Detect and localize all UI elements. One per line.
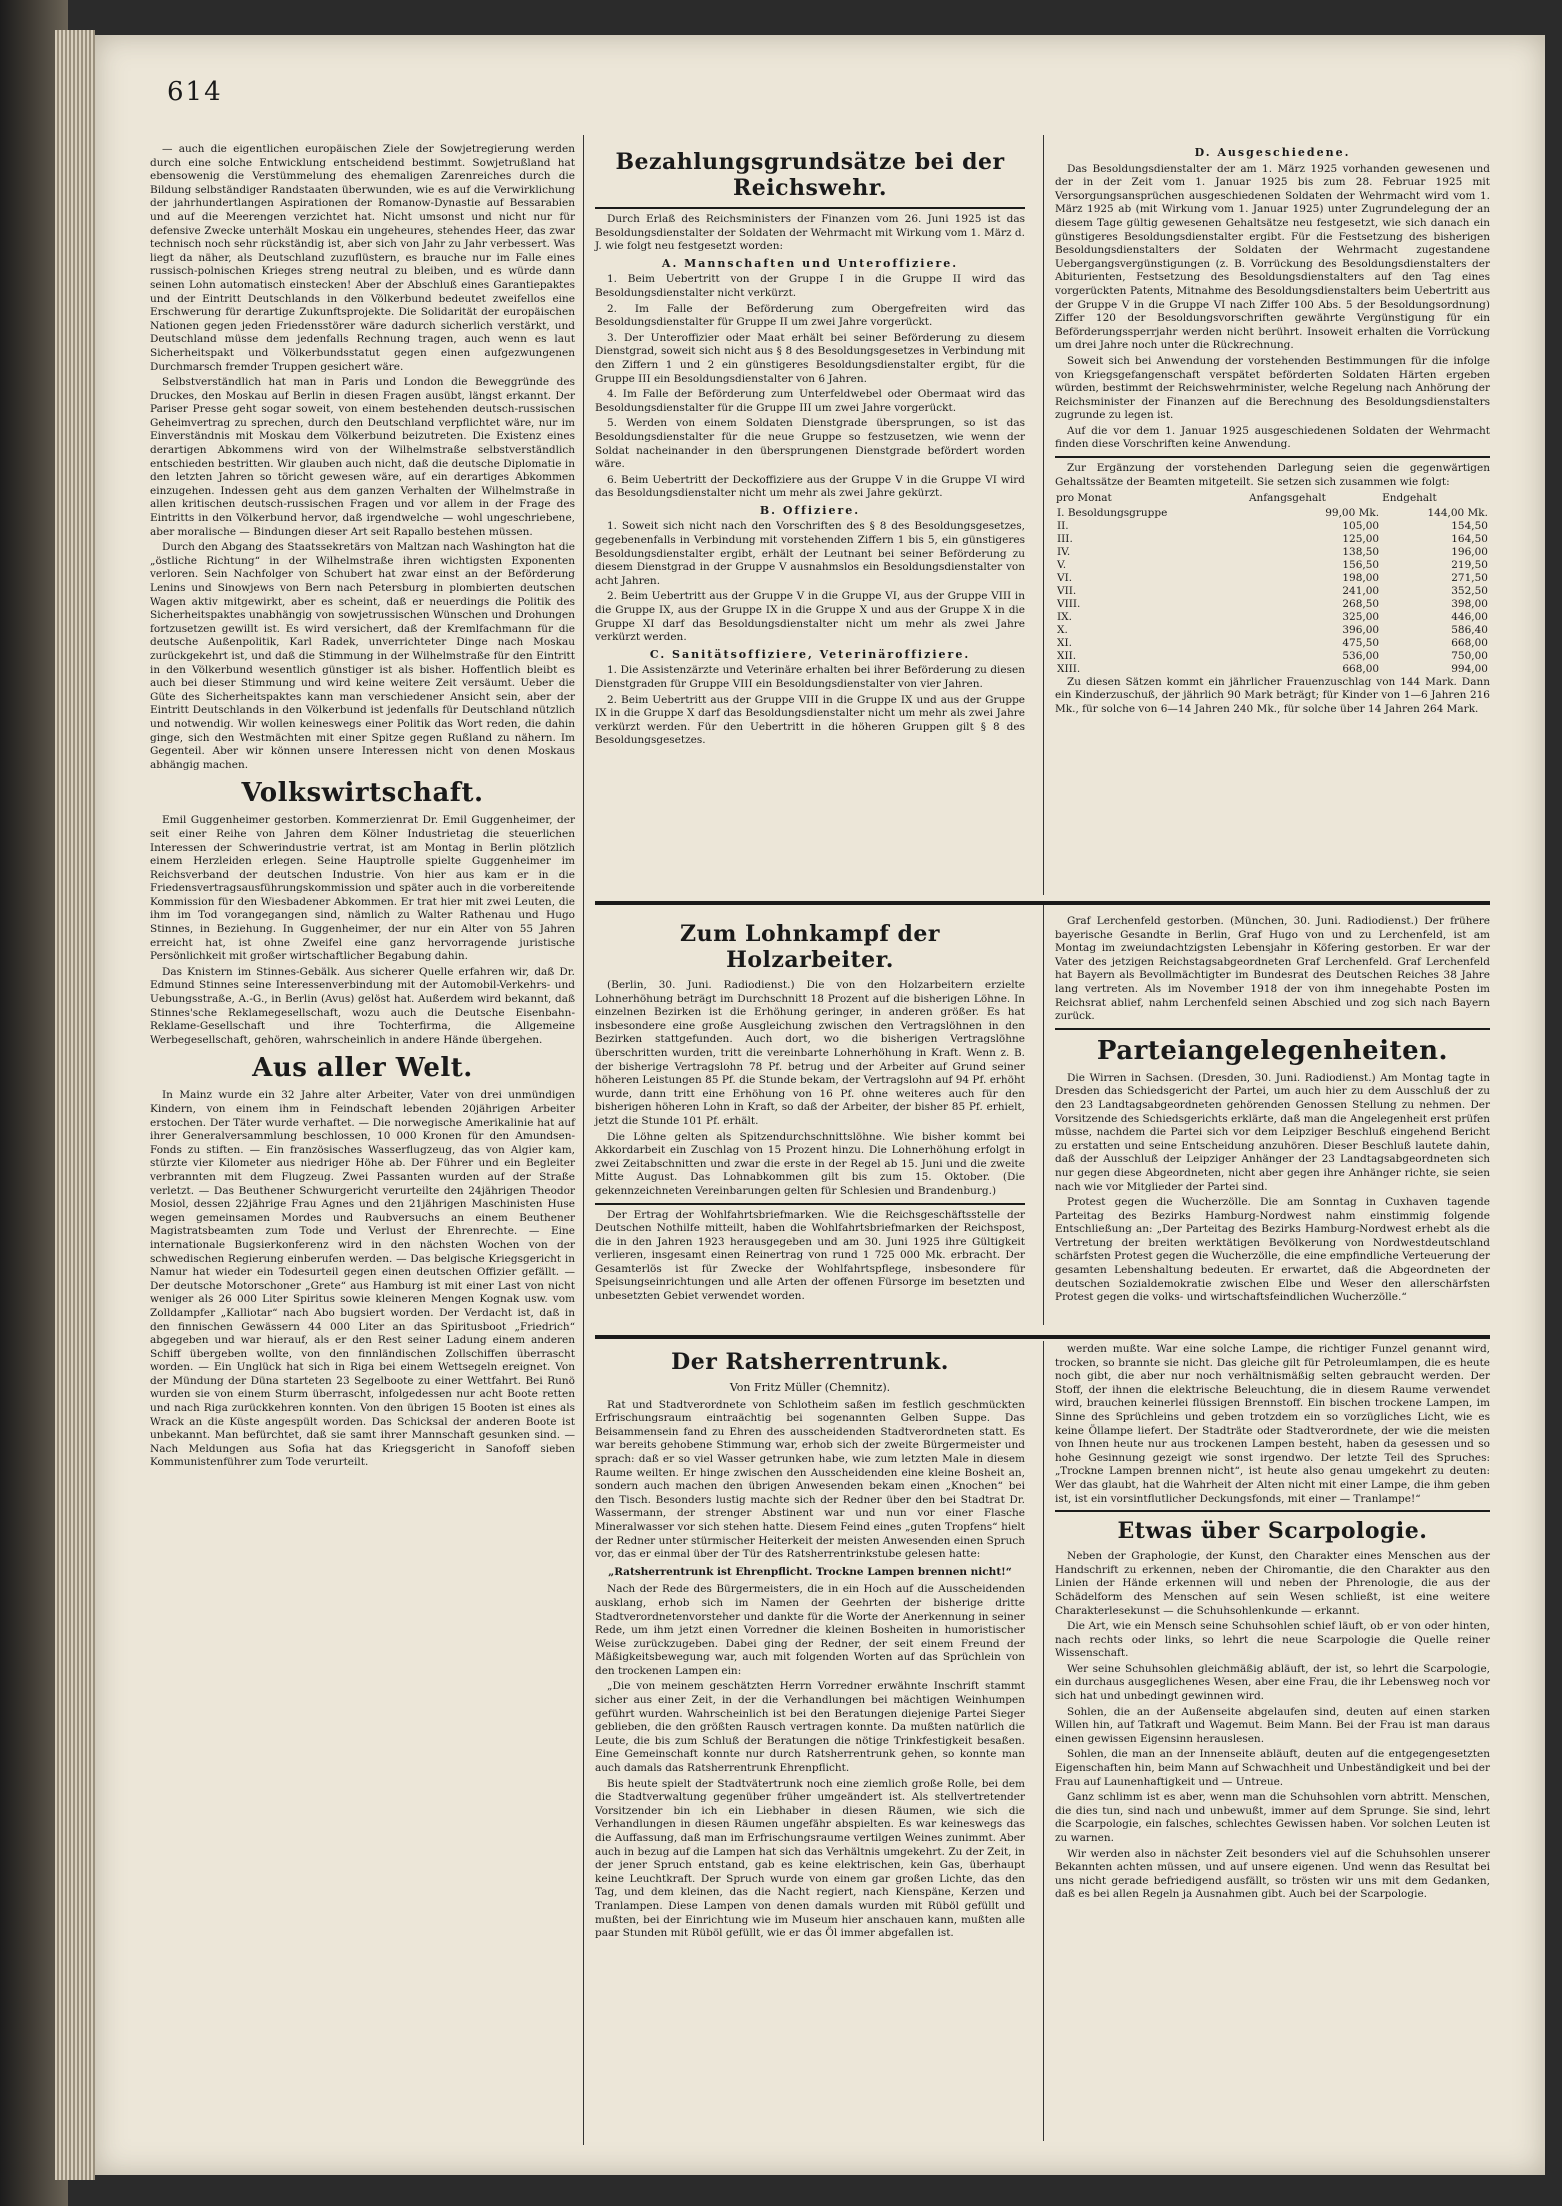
table-cell: V. (1057, 558, 1067, 571)
table-cell: 536,00 (1342, 649, 1380, 662)
section-title-aus-aller-welt: Aus aller Welt. (252, 1053, 473, 1084)
table-row (1055, 520, 1490, 533)
article-paragraph: Der Ertrag der Wohlfahrtsbriefmarken. Wie die Reichsgeschäftsstelle der Deutschen Nothilfe mitteilt, haben die Wohlfahrtsbriefmarken der Reichspost, die in den Jahren 1923 herausgegeben und am 30. Juni 1925 ihre Gültigkeit verlieren, insgesamt einen Reinertrag von rund 1 725 000 Mk. erbracht. Der Gesamterlös ist für Zwecke der Wohlfahrtspflege, insbesondere für Speisungseinrichtungen und alle Arten der offenen Fürsorge im besetzten und unbesetzten Gebiet verwendet worden. (595, 1208, 1025, 1303)
article-paragraph: Rat und Stadtverordnete von Schlotheim saßen im festlich geschmückten Erfrischungsraum eintraächtig bei sogenannten Gelben Suppe. Das Beisammensein fand zu Ehren des ausscheidenden Stadtverordneten statt. Es war bereits gehobene Stimmung war, erhob sich der zweite Bürgermeister und sprach: daß er so viel Wasser getrunken habe, wie zum letzten Male in diesem Raume weilten. Er hinge zwischen den Ausscheidenden eine kleine Bosheit an, sondern auch machen den übrigen Anwesenden bekam einen „Knochen“ bei den Tisch. Besonders lustig machte sich der Redner über den bei Stadtrat Dr. Wassermann, der strenger Abstinent war und nun vor einer Flasche Mineralwasser vor sich stehen hatte. Diesem Feind eines „guten Tropfens“ hielt der Redner unter stürmischer Heiterkeit der meisten Anwesenden einen Spruch vor, das er einmal über der Tür des Ratsherrentrinkstube gelesen hatte: (595, 1398, 1025, 1561)
article-paragraph: Nach der Rede des Bürgermeisters, die in ein Hoch auf die Ausscheidenden ausklang, erhob sich im Namen der Geehrten der bisherige dritte Stadtverordnetenvorsteher und dankte für die Worte der Anerkennung in seiner Rede, um ihm jetzt einen Vorredner die kleinen Bosheiten in humoristischer Weise zurückzugeben. Dabei ging der Redner, der seit einem Freund der Mäßigkeitsbewegung war, auch mit folgenden Worten auf das Sprüchlein von den trockenen Lampen ein: (595, 1583, 1025, 1677)
table-row (1055, 650, 1490, 663)
section-title-volkswirtschaft: Volkswirtschaft. (241, 778, 484, 809)
article-paragraph: 5. Werden von einem Soldaten Dienstgrade übersprungen, so ist das Besoldungsdienstalter für die neue Gruppe so festzusetzen, wie wenn der Soldat nacheinander in den übersprungenen Dienstgrade befördert worden wäre. (595, 417, 1025, 471)
article-paragraph: Das Besoldungsdienstalter der am 1. März 1925 vorhanden gewesenen und der in der Zeit vom 1. Januar 1925 bis zum 28. Februar 1925 mit Versorgungsansprüchen ausgeschiedenen Soldaten der Wehrmacht wird vom 1. März 1925 ab (mit Wirkung vom 1. Januar 1925) unter Zugrundelegung der an diesem Tage gültig gewesenen Gehaltsätze neu festgesetzt, wie sich danach ein günstigeres Besoldungsdienstalter ergibt. Für die Festsetzung des bisherigen Besoldungsdienstalters der Soldaten der Wehrmacht zugestandene Uebergangsvergünstigungen (z. B. Vorrückung des Besoldungsdienstalters der Abiturienten, Festsetzung des Besoldungsdienstalters auf den Tag eines vorgerückten Patents, Mitnahme des Besoldungsdienstalters beim Uebertritt aus der Gruppe V in die Gruppe VI nach Ziffer 100 Abs. 5 der Besoldungsordnung) Ziffer 120 der Besoldungsvorschriften gewährte Vergünstigung für ein Beförderungssperrjahr werden nicht berührt. Insoweit erhalten die Vorrückung um drei Jahre noch unter die Rückrechnung. (1055, 162, 1490, 352)
table-cell: II. (1057, 519, 1069, 532)
table-cell: 352,50 (1451, 584, 1488, 597)
table-cell: XIII. (1057, 662, 1081, 675)
divider (1055, 1510, 1490, 1512)
table-cell: 475,50 (1342, 636, 1380, 649)
article-paragraph: Die Art, wie ein Mensch seine Schuhsohlen schief läuft, ob er von oder hinten, nach rechts oder links, so lehrt die neue Scarpologie die Quelle reiner Wissenschaft. (1055, 1620, 1490, 1660)
article-paragraph: Die Wirren in Sachsen. (Dresden, 30. Juni. Radiodienst.) Am Montag tagte in Dresden das Schiedsgericht der Partei, um auch hier zu dem Ausschluß der zu den 23 Landtagsabgeordneten gehörenden Genossen Stellung zu nehmen. Der Vorsitzende des Schiedsgerichts erklärte, daß man die Angelegenheit erst prüfen müsse, nachdem die Partei sich vor dem Leipziger Beschluß eingehend Bericht zu erstatten und seine Entscheidung anzuhören. Dieser Beschluß lautete dahin, daß der Ausschluß der Leipziger Anhänger der 23 Landtagsabgeordneten sich nur gegen diese Abgeordneten, nicht aber gegen ihre Anhänger richte, sie seien nach wie vor Mitglieder der Partei sind. (1055, 1071, 1490, 1193)
article-paragraph: Die Löhne gelten als Spitzendurchschnittslöhne. Wie bisher kommt bei Akkordarbeit ein Zuschlag von 15 Prozent hinzu. Die Lohnerhöhung erfolgt in zwei Zeitabschnitten und zwar die erste in der Regel ab 15. Juni und die zweite Mitte August. Das Lohnabkommen gilt bis zum 15. Oktober. (Die gekennzeichneten Vereinbarungen gelten für Schlesien und Brandenburg.) (595, 1130, 1025, 1197)
column-middle-lower (595, 1343, 1025, 1943)
table-cell: 156,50 (1342, 558, 1380, 571)
article-paragraph: — auch die eigentlichen europäischen Ziele der Sowjetregierung werden durch eine solche Entwicklung entscheidend bestimmt. Sowjetrußland hat ebensowenig die Verstümmelung des ehemaligen Zarenreiches durch die Bildung selbständiger Randstaaten überwunden, wie es auf die Verwirklichung der jahrhundertlangen Aspirationen der Romanow-Dynastie auf Bessarabien und auf die Meerengen verzichtet hat. Nicht umsonst und nicht nur für defensive Zwecke unterhält Moskau ein ungeheures, stehendes Heer, das zwar technisch noch sehr rückständig ist, aber sich von Jahr zu Jahr verbessert. Was liegt da näher, als Deutschland zuzuflüstern, es brauche nur im Falle eines russisch-polnischen Krieges streng neutral zu bleiben, und es würde dann seinen Lohn automatisch einstecken! Aber der Abschluß eines Garantiepaktes und der Eintritt Deutschlands in den Völkerbund bedeutet zweifellos eine Erschwerung für derartige Zukunftsprojekte. Die Solidarität der europäischen Nationen gegen jeden Friedensstörer wäre dadurch sicherlich verstärkt, und Deutschland müsse dem jedenfalls Rechnung tragen, auch wenn es laut Sicherheitspakt und Völkerbundsstatut gegen einen aufgezwungenen Durchmarsch fremder Truppen gesichert wäre. (150, 143, 575, 373)
table-cell: 446,00 (1451, 610, 1488, 623)
table-cell: VII. (1057, 584, 1077, 597)
column-middle-upper (595, 143, 1025, 750)
table-cell: X. (1057, 623, 1068, 636)
article-paragraph: Graf Lerchenfeld gestorben. (München, 30. Juni. Radiodienst.) Der frühere bayerische Gesandte in Berlin, Graf Hugo von und zu Lerchenfeld, ist am Montag im zweiundachtzigsten Lebensjahr in Köfering gestorben. Er war der Vater des jetzigen Reichstagsabgeordneten Graf Lerchenfeld. Graf Lerchenfeld hat Bayern als Bevollmächtigter im Bundesrat des Deutschen Reiches 38 Jahre lang vertreten. Als im November 1918 der von ihm innegehabte Posten im Reichsrat ablief, nahm Lerchenfeld seinen Abschied und zog sich nach Bayern zurück. (1055, 915, 1490, 1023)
article-paragraph: 2. Beim Uebertritt aus der Gruppe VIII in die Gruppe IX und aus der Gruppe IX in die Gruppe X darf das Besoldungsdienstalter nicht um mehr als zwei Jahre verkürzt werden. Für den Uebertritt in die höheren Gruppen gilt § 8 des Besoldungsgesetzes. (595, 693, 1025, 747)
article-paragraph: Durch den Abgang des Staatssekretärs von Maltzan nach Washington hat die „östliche Richtung“ in der Wilhelmstraße ihren wichtigsten Exponenten verloren. Sein Nachfolger von Schubert hat zwar einst an der Beförderung Lenins und Sinowjews von Bern nach Petersburg in plombierten deutschen Wagen aktiv mitgewirkt, aber es scheint, daß er neuerdings die Politik des Sicherheitspaktes unabhängig von sowjetrussischen Wünschen und Drohungen fortzusetzen gewillt ist. Es wird versichert, daß der Kremlfachmann für die deutsche Außenpolitik, Karl Radek, unverrichteter Dinge nach Moskau zurückgekehrt ist, und daß die Stimmung in der Wilhelmstraße für den Eintritt in den Völkerbund wesentlich günstiger ist als bisher. Hoffentlich bleibt es auch bei dieser Stimmung und wird keine weitere Zeit versäumt. Ueber die Güte des Sicherheitspaktes kann man verschiedener Ansicht sein, aber der Eintritt Deutschlands in den Völkerbund ist jedenfalls für Deutschland nützlich und notwendig. Wir wollen keineswegs einer Politik das Wort reden, die dahin ginge, sich den Westmächten mit einer Spitze gegen Rußland zu nähern. Im Gegenteil. Aber wir können unsere Interessen nicht von denen Moskaus abhängig machen. (150, 541, 575, 771)
column-right-lower (1055, 1343, 1490, 1904)
article-paragraph: Neben der Graphologie, der Kunst, den Charakter eines Menschen aus der Handschrift zu erkennen, neben der Chiromantie, die den Charakter aus den Linien der Hände erkennen will und neben der Phrenologie, die aus der Schädelform des Menschen auf sein Wesen schließt, ist eine weitere Charakterlesekunst — die Schuhsohlenkunde — erkannt. (1055, 1550, 1490, 1617)
article-paragraph: Durch Erlaß des Reichsministers der Finanzen vom 26. Juni 1925 ist das Besoldungsdienstalter der Soldaten der Wehrmacht mit Wirkung vom 1. März d. J. wie folgt neu festgesetzt worden: (595, 213, 1025, 253)
article-paragraph: werden mußte. War eine solche Lampe, die richtiger Funzel genannt wird, trocken, so brannte sie nicht. Das gleiche gilt für Petroleumlampen, die es heute noch gibt, die aber nur noch verhältnismäßig selten gebraucht werden. Der Stoff, der ihnen die elektrische Beleuchtung, die in diesem Raume verwendet wird, brauchen keinerlei flüssigen Brennstoff. Ein bischen trockene Lampen, im Sinne des Sprüchleins und geben trotzdem ein so vorzügliches Licht, wie es keine Öllampe liefert. Der Stadträte oder Stadtverordnete, der wie die meisten von Ihnen heute nur aus trockenen Lampen besteht, haben da gesessen und so hohe Gesinnung gezeigt wie sonst irgendwo. Der letzte Teil des Spruches: „Trockne Lampen brennen nicht“, ist heute also genau umgekehrt zu deuten: Wer das glaubt, hat die Wahrheit der Alten nicht mit einer Lampe, die ihm geben ist, ist ein vorsintflutlicher Deckungsfonds, mit einer — Tranlampe!“ (1055, 1343, 1490, 1505)
article-title-scarpologie: Etwas über Scarpologie. (1117, 1518, 1428, 1545)
table-cell: 144,00 Mk. (1427, 506, 1488, 519)
article-paragraph: 1. Die Assistenzärzte und Veterinäre erhalten bei ihrer Beförderung zu diesen Dienstgraden für Gruppe VIII ein Besoldungsdienstalter von vier Jahren. (595, 664, 1025, 690)
table-cell: IX. (1057, 610, 1072, 623)
divider (595, 207, 1025, 209)
section-heading: A. Mannschaften und Unteroffiziere. (661, 256, 959, 270)
table-cell: 668,00 (1342, 662, 1380, 675)
table-cell: 241,00 (1342, 584, 1380, 597)
column-right-upper (1055, 143, 1490, 719)
table-cell: XII. (1057, 649, 1077, 662)
newspaper-page (95, 35, 1545, 2175)
section-heading: D. Ausgeschiedene. (1194, 146, 1351, 159)
table-cell: 164,50 (1451, 532, 1488, 545)
table-row (1055, 559, 1490, 572)
table-cell: 198,00 (1342, 571, 1380, 584)
table-cell: 750,00 (1451, 649, 1488, 662)
table-cell: 398,00 (1451, 597, 1488, 610)
article-paragraph: Selbstverständlich hat man in Paris und London die Beweggründe des Druckes, den Moskau auf Berlin in diesen Fragen ausübt, längst erkannt. Der Pariser Presse geht sogar soweit, von einem bestehenden deutsch-russischen Geheimvertrag zu sprechen, durch den Deutschland verpflichtet wäre, nur im Einverständnis mit Moskau dem Völkerbund beizutreten. Die Existenz eines derartigen Abkommens wird von der Wilhelmstraße selbstverständlich entschieden bestritten. Wir glauben auch nicht, daß die deutsche Diplomatie in den letzten Jahren so töricht gewesen wäre, auf ein derartiges Abkommen einzugehen. Indessen geht aus dem ganzen Verhalten der Wilhelmstraße in allen kritischen deutsch-russischen Fragen und vor allem in der Frage des Eintritts in den Völkerbund hervor, daß irgendwelche — wohl ungeschriebene, aber moralische — Bindungen dieser Art seit Rapallo bestehen müssen. (150, 376, 575, 538)
table-cell: VI. (1057, 571, 1073, 584)
article-paragraph: Das Knistern im Stinnes-Gebälk. Aus sicherer Quelle erfahren wir, daß Dr. Edmund Stinnes seine Interessenverbindung mit der Automobil-Verkehrs- und Uebungsstraße, A.-G., in Berlin (Avus) gelöst hat. Außerdem wird bekannt, daß Stinnes'sche Reklamegesellschaft, wozu auch die Deutsche Eisenbahn-Reklame-Gesellschaft und ihre Tochterfirma, die Allgemeine Werbegesellschaft, gehören, wahrscheinlich in andere Hände übergehen. (150, 965, 575, 1046)
quote: „Ratsherrentrunk ist Ehrenpflicht. Trockne Lampen brennen nicht!“ (608, 1565, 1012, 1578)
table-header: pro Monat (1056, 492, 1112, 505)
article-paragraph: Soweit sich bei Anwendung der vorstehenden Bestimmungen für die infolge von Kriegsgefangenschaft verspätet beförderten Soldaten Härten ergeben würden, bestimmt der Reichswehrminister, welche Regelung nach Anhörung der Reichsminister der Finanzen auf die Berechnung des Besoldungsdienstalters zugrunde zu legen ist. (1055, 354, 1490, 422)
table-cell: 219,50 (1451, 558, 1488, 571)
table-row (1055, 507, 1490, 520)
article-paragraph: (Berlin, 30. Juni. Radiodienst.) Die von den Holzarbeitern erzielte Lohnerhöhung beträgt im Durchschnitt 18 Prozent auf die bisherigen Löhne. In einzelnen Bezirken ist die Erhöhung geringer, in anderen größer. Es hat insbesondere eine große Ausgleichung zwischen den Vertragslöhnen in den Bezirken stattgefunden. Auch dort, wo die bisherigen Vertragslöhne überschritten wurden, tritt die vereinbarte Lohnerhöhung in Kraft. Wenn z. B. der bisherige Vertragslohn 78 Pf. betrug und der Arbeiter auf Grund seiner höheren Leistungen 85 Pf. die Stunde bekam, der Vertragslohn auf 94 Pf. erhöht wurde, dann tritt eine Erhöhung von 16 Pf. ohne weiteres auch für den bisherigen höheren Lohn in Kraft, so daß der Arbeiter, der bisher 85 Pf. erhielt, jetzt die Stunde 101 Pf. erhält. (595, 979, 1025, 1127)
article-paragraph: Auf die vor dem 1. Januar 1925 ausgeschiedenen Soldaten der Wehrmacht finden diese Vorschriften keine Anwendung. (1055, 424, 1490, 451)
article-title-ratsherrentrunk: Der Ratsherrentrunk. (671, 1349, 949, 1375)
divider (595, 1203, 1025, 1205)
section-title-parteiangelegenheiten: Parteiangelegenheiten. (1096, 1035, 1449, 1066)
article-paragraph: In Mainz wurde ein 32 Jahre alter Arbeiter, Vater von drei unmündigen Kindern, von einem ihm in Feindschaft lebenden 20jährigen Arbeiter erstochen. Der Täter wurde verhaftet. — Die norwegische Amerikalinie hat auf ihrer Generalversammlung beschlossen, 10 000 Kronen für den Amundsen-Fonds zu stiften. — Ein französisches Wasserflugzeug, das von Algier kam, stürzte vier Kilometer aus niedriger Höhe ab. Der Führer und ein Begleiter verbrannten mit dem Flugzeug. Zwei Passanten wurden auf der Straße verletzt. — Das Beuthener Schwurgericht verurteilte den 24jährigen Theodor Mosiol, dessen 22jährige Frau Agnes und den 21jährigen Maschinisten Huse wegen gemeinsamen Mordes und Raubversuchs an einem Beuthener Magistratsbeamten zum Tode und Verlust der Ehrenrechte. — Eine internationale Bugsierkonferenz wird in den nächsten Wochen von der schwedischen Regierung einberufen werden. — Das belgische Kriegsgericht in Namur hat wieder ein Todesurteil gegen einen deutschen Offizier gefällt. — Der deutsche Motorschoner „Grete“ aus Hamburg ist mit einer Last von nicht weniger als 26 000 Liter Spiritus sowie kleineren Mengen Kognak usw. vom Zolldampfer „Kalliotar“ nach Abo bugsiert worden. Der Verdacht ist, daß in den finnischen Gewässern 44 000 Liter an das Spiritusboot „Friedrich“ abgegeben und war hierauf, als er den Rest seiner Ladung einem anderen Schiff übergeben wollte, von den finnländischen Zollschiffen überrascht worden. — Ein Unglück hat sich in Riga bei einem Wettsegeln ereignet. Von der Mündung der Düna starteten 23 Segelboote zu einer Wettfahrt. Bei Runö wurden sie von einem Sturm überrascht, infolgedessen nur acht Boote retten und nach Riga zurückkehren konnten. Von den übrigen 15 Booten ist eines als Wrack an die Küste angespült worden. Das Schicksal der anderen Boote ist unbekannt. Man befürchtet, daß sie samt ihrer Mannschaft gesunken sind. — Nach Meldungen aus Sofia hat das Kriegsgericht in Sanofoff sieben Kommunistenführer zum Tode verurteilt. (150, 1089, 575, 1469)
table-header: Anfangsgehalt (1248, 492, 1326, 505)
table-cell: 271,50 (1451, 571, 1488, 584)
table-row (1055, 611, 1490, 624)
article-paragraph: Zur Ergänzung der vorstehenden Darlegung seien die gegenwärtigen Gehaltssätze der Beamten mitgeteilt. Sie setzen sich zusammen wie folgt: (1055, 462, 1490, 488)
column-divider (583, 135, 584, 2145)
divider (1055, 1028, 1490, 1030)
article-paragraph: Sohlen, die an der Außenseite abgelaufen sind, deuten auf einen starken Willen hin, auf Tatkraft und Wagemut. Beim Mann. Bei der Frau ist man daraus einen gewissen Eigensinn herauslesen. (1055, 1705, 1490, 1745)
article-paragraph: Protest gegen die Wucherzölle. Die am Sonntag in Cuxhaven tagende Parteitag des Bezirks Hamburg-Nordwest nahm einstimmig folgende Entschließung an: „Der Parteitag des Bezirks Hamburg-Nordwest erhebt als die Vertretung der breiten werktätigen Bevölkerung von Nordwestdeutschland schärfsten Protest gegen die Wucherzölle, die eine empfindliche Verteuerung der gesamten Lebenshaltung bedeuten. Er erwartet, daß die Abgeordneten der deutschen Sozialdemokratie zwischen Elbe und Weser den allerschärfsten Protest gegen die volks- und wirtschaftsfeindlichen Wucherzölle.“ (1055, 1196, 1490, 1304)
section-heading: C. Sanitätsoffiziere, Veterinäroffiziere. (649, 647, 971, 661)
table-header-row (1055, 491, 1490, 507)
table-header: Endgehalt (1382, 492, 1437, 505)
article-paragraph: 3. Der Unteroffizier oder Maat erhält bei seiner Beförderung zu diesem Dienstgrad, soweit sich nicht aus § 8 des Besoldungsgesetzes in Verbindung mit den Ziffern 1 und 2 ein günstigeres Besoldungsdienstalter ergibt, für die Gruppe III ein Besoldungsdienstalter von 6 Jahren. (595, 331, 1025, 385)
article-paragraph: 6. Beim Uebertritt der Deckoffiziere aus der Gruppe V in die Gruppe VI wird das Besoldungsdienstalter nicht um mehr als zwei Jahre gekürzt. (595, 473, 1025, 500)
article-paragraph: 2. Im Falle der Beförderung zum Obergefreiten wird das Besoldungsdienstalter für Gruppe II um zwei Jahre vorgerückt. (595, 302, 1025, 329)
table-cell: 268,50 (1342, 597, 1380, 610)
article-paragraph: Wer seine Schuhsohlen gleichmäßig abläuft, der ist, so lehrt die Scarpologie, ein durchaus ausgeglichenes Wesen, aber eine Frau, die ihr Lebensweg noch vor sich hat und unbedingt gewinnen wird. (1055, 1662, 1490, 1703)
table-cell: 105,00 (1342, 519, 1380, 532)
table-cell: 138,50 (1342, 545, 1380, 558)
table-row (1055, 598, 1490, 611)
table-row (1055, 533, 1490, 546)
article-paragraph: 1. Beim Uebertritt von der Gruppe I in die Gruppe II wird das Besoldungsdienstalter nicht verkürzt. (595, 273, 1025, 299)
column-left (150, 143, 575, 1472)
page-number: 614 (167, 77, 223, 107)
table-row (1055, 546, 1490, 559)
table-cell: VIII. (1057, 597, 1081, 610)
article-paragraph: Sohlen, die man an der Innenseite abläuft, deuten auf die entgegengesetzten Eigenschaften hin, beim Mann auf Schwachheit und Unbeständigkeit und bei der Frau auf Launenhaftigkeit und — Untreue. (1055, 1748, 1490, 1788)
column-middle-band (595, 915, 1025, 1306)
article-paragraph: „Die von meinem geschätzten Herrn Vorredner erwähnte Inschrift stammt sicher aus einer Zeit, in der die Verhandlungen bei mächtigen Weinhumpen geführt wurden. Wahrscheinlich ist bei den Beratungen diejenige Partei Sieger geblieben, die den größten Rausch vertragen konnte. Da mußten natürlich die Leute, die bis zum Schluß der Beratungen die nötige Trinkfestigkeit besaßen. Eine Gemeinschaft konnte nur durch Ratsherrentrunk gehen, so konnte man auch damals das Ratsherrentrunk Ehrenpflicht. (595, 1680, 1025, 1775)
page-edges (55, 30, 95, 2180)
table-row (1055, 663, 1490, 676)
table-cell: XI. (1057, 636, 1072, 649)
column-right-band (1055, 915, 1490, 1307)
salary-table (1055, 491, 1490, 676)
article-title-reichswehr: Bezahlungsgrundsätze bei der Reichswehr. (615, 149, 1005, 201)
article-paragraph: 2. Beim Uebertritt aus der Gruppe V in die Gruppe VI, aus der Gruppe VIII in die Gruppe IX, aus der Gruppe IX in die Gruppe X und aus der Gruppe X in die Gruppe XI darf das Besoldungsdienstalter nicht um mehr als zwei Jahre verkürzt werden. (595, 590, 1025, 644)
table-row (1055, 572, 1490, 585)
section-heading: B. Offiziere. (759, 503, 861, 517)
table-cell: 586,40 (1451, 623, 1488, 636)
divider (1055, 456, 1490, 458)
table-cell: III. (1057, 532, 1073, 545)
article-paragraph: Emil Guggenheimer gestorben. Kommerzienrat Dr. Emil Guggenheimer, der seit einer Reihe von Jahren dem Kölner Industrietag die steuerlichen Interessen der Schwerindustrie vertrat, ist am Montag in Berlin plötzlich einem Herzleiden erlegen. Seine Hauptrolle spielte Guggenheimer im Reichsverband der deutschen Industrie. Von hier aus kam er in die Friedensvertragsausführungskommission und später auch in die vorbereitende Kommission für den Wiesbadener Abkommen. Er trat hier mit zwei Leuten, die ihm im Tod vorangegangen sind, nämlich zu Walter Rathenau und Hugo Stinnes, in Beziehung. In Guggenheimer, der nur ein Alter von 55 Jahren erreicht hat, ist ohne Zweifel eine ganz hervorragende juristische Persönlichkeit mit großer wirtschaftlicher Begabung dahin. (150, 814, 575, 963)
table-cell: 99,00 Mk. (1325, 506, 1380, 519)
article-paragraph: Ganz schlimm ist es aber, wenn man die Schuhsohlen vorn abtritt. Menschen, die dies tun, sind nach und unbewußt, immer auf dem Sprunge. Sie sind, lehrt die Scarpologie, ein falsches, schlechtes Gewissen haben. Vor solchen Leuten ist zu warnen. (1055, 1791, 1490, 1844)
table-cell: 994,00 (1451, 662, 1488, 675)
article-paragraph: Zu diesen Sätzen kommt ein jährlicher Frauenzuschlag von 144 Mark. Dann ein Kinderzuschuß, der jährlich 90 Mark beträgt; für Kinder von 1—6 Jahren 216 Mk., für solche von 6—14 Jahren 240 Mk., für solche über 14 Jahren 264 Mark. (1055, 675, 1490, 716)
table-row (1055, 637, 1490, 650)
column-divider (1043, 905, 1044, 1325)
column-divider (1043, 1341, 1044, 2141)
table-cell: 196,00 (1451, 545, 1488, 558)
table-cell: IV. (1057, 545, 1071, 558)
table-cell: 125,00 (1342, 532, 1380, 545)
article-paragraph: Bis heute spielt der Stadtvätertrunk noch eine ziemlich große Rolle, bei dem die Stadtverwaltung gegenüber früher umgeändert ist. Als stellvertretender Vorsitzender bin ich ein Liebhaber in diesen Räumen, wie sich die Verhandlungen in diesen Räumen ungefähr abspielten. Es war keineswegs das die Auffassung, daß man im Erfrischungsraume vertilgen Weines zunimmt. Aber auch in bezug auf die Lampen hat sich das Verhältnis umgekehrt. Zu der Zeit, in der jener Spruch entstand, gab es keine elektrischen, kein Gas, überhaupt keine Leuchtkraft. Der Spruch wurde von einem gar großen Lichte, das den Tag, und dem kleinen, das die Nacht regiert, nach Kienspäne, Kerzen und Tranlampen. Diese Lampen von denen damals wurden mit Rüböl gefüllt und mußten, bei der Einrichtung wie im Museum hier anschauen kann, mußten alle paar Stunden mit Rüböl gefüllt, wie er das Öl immer abgefallen ist. (595, 1777, 1025, 1940)
column-divider (1043, 135, 1044, 895)
article-paragraph: 1. Soweit sich nicht nach den Vorschriften des § 8 des Besoldungsgesetzes, gegebenenfalls in Verbindung mit vorstehenden Ziffern 1 bis 5, ein günstigeres Besoldungsdienstalter ergibt, erhält der Leutnant bei seiner Beförderung zu diesem Dienstgrad in der Gruppe V ausnahmslos ein Besoldungsdienstalter von acht Jahren. (595, 520, 1025, 587)
table-cell: 396,00 (1342, 623, 1380, 636)
byline: Von Fritz Müller (Chemnitz). (729, 1381, 891, 1394)
article-title-holzarbeiter: Zum Lohnkampf der Holzarbeiter. (680, 921, 940, 973)
table-cell: 154,50 (1451, 519, 1488, 532)
divider (595, 1335, 1490, 1339)
table-cell: I. Besoldungsgruppe (1057, 506, 1168, 519)
table-cell: 668,00 (1451, 636, 1488, 649)
article-paragraph: 4. Im Falle der Beförderung zum Unterfeldwebel oder Obermaat wird das Besoldungsdienstalter für die Gruppe III um zwei Jahre vorgerückt. (595, 388, 1025, 414)
table-row (1055, 624, 1490, 637)
table-row (1055, 585, 1490, 598)
table-cell: 325,00 (1342, 610, 1380, 623)
article-paragraph: Wir werden also in nächster Zeit besonders viel auf die Schuhsohlen unserer Bekannten achten müssen, und auf unsere eigenen. Und wenn das Resultat bei uns nicht gerade befriedigend ausfällt, so trösten wir uns mit dem Gedanken, daß es bei allen Regeln ja Ausnahmen gibt. Auch bei der Scarpologie. (1055, 1847, 1490, 1901)
